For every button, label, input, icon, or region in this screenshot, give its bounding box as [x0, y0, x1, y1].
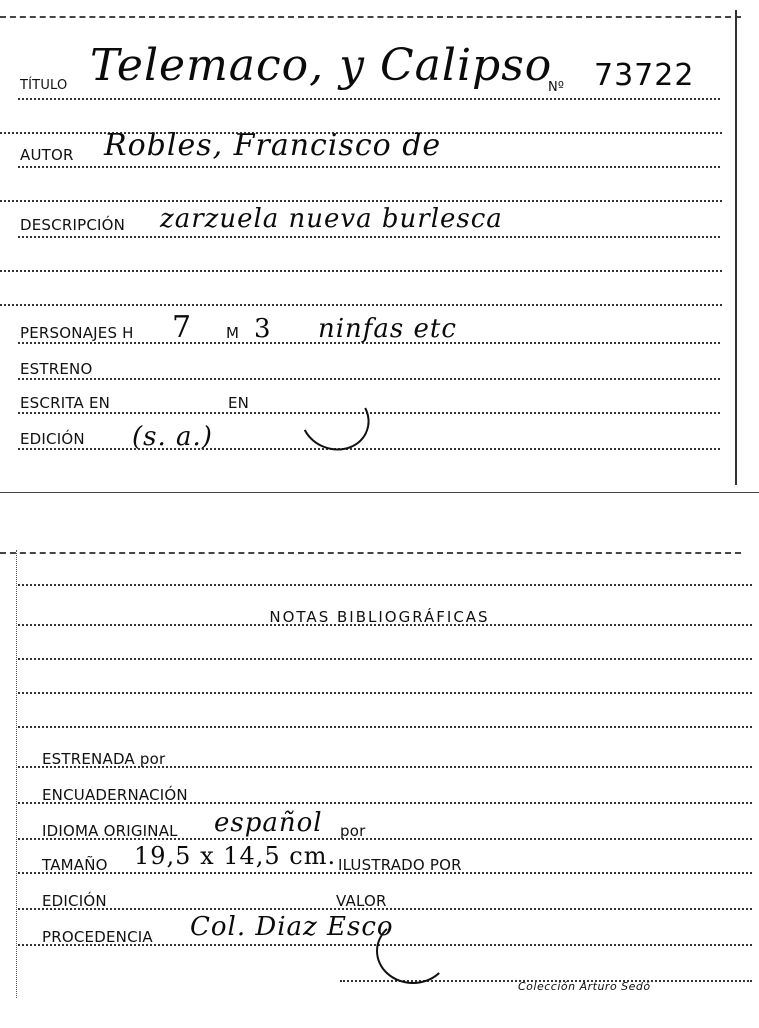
ilustrado-label: ILUSTRADO POR	[338, 856, 462, 874]
idioma-label: IDIOMA ORIGINAL	[42, 822, 178, 840]
estreno-label: ESTRENO	[20, 360, 93, 378]
personajes-m-value: 3	[254, 314, 272, 344]
ink-curve-mark	[376, 918, 450, 984]
titulo-value: Telemaco, y Calipso	[90, 40, 553, 91]
numero-value: 73722	[594, 58, 695, 93]
rule-blank-4	[0, 304, 722, 306]
card-right-edge	[735, 10, 737, 485]
procedencia-label: PROCEDENCIA	[42, 928, 153, 946]
rule-blank-2	[0, 200, 722, 202]
personajes-h-value: 7	[172, 310, 193, 345]
tamano-value: 19,5 x 14,5 cm.	[134, 842, 337, 870]
rule-back-3	[18, 692, 752, 694]
estrenada-label: ESTRENADA por	[42, 750, 166, 768]
escrita-en-label: EN	[228, 394, 250, 412]
valor-label: VALOR	[336, 892, 387, 910]
personajes-label: PERSONAJES H	[20, 324, 134, 342]
edicion-value: (s. a.)	[132, 422, 213, 452]
autor-value: Robles, Francisco de	[104, 128, 442, 163]
catalog-card-back	[0, 540, 759, 1028]
rule-blank-3	[0, 270, 722, 272]
procedencia-value: Col. Diaz Esco	[190, 912, 394, 942]
rule-edicion	[18, 448, 720, 450]
notas-heading: NOTAS BIBLIOGRÁFICAS	[269, 608, 490, 626]
escrita-label: ESCRITA EN	[20, 394, 111, 412]
idioma-por-label: por	[340, 822, 366, 840]
numero-label: Nº	[548, 80, 565, 95]
rule-autor	[18, 166, 720, 168]
descripcion-value: zarzuela nueva burlesca	[160, 204, 503, 234]
edicion-back-label: EDICIÓN	[42, 892, 107, 910]
autor-label: AUTOR	[20, 146, 74, 164]
descripcion-label: DESCRIPCIÓN	[20, 216, 126, 234]
titulo-label: TÍTULO	[20, 78, 68, 93]
encuadernacion-label: ENCUADERNACIÓN	[42, 786, 188, 804]
tamano-label: TAMAÑO	[42, 856, 108, 874]
rule-back-4	[18, 726, 752, 728]
personajes-extra-value: ninfas etc	[318, 314, 457, 344]
card-bottom-edge	[0, 492, 759, 493]
rule-estreno	[18, 378, 720, 380]
personajes-m-label: M	[226, 324, 240, 342]
rule-titulo	[18, 98, 720, 100]
card-top-edge	[0, 552, 741, 554]
rule-descripcion	[18, 236, 720, 238]
idioma-value: español	[214, 808, 323, 838]
card-top-edge	[0, 16, 741, 18]
rule-back-1	[18, 584, 752, 586]
collection-stamp: Colección Arturo Sedó	[518, 980, 651, 993]
catalog-card-front	[0, 0, 759, 495]
rule-back-2	[18, 658, 752, 660]
edicion-label: EDICIÓN	[20, 430, 85, 448]
